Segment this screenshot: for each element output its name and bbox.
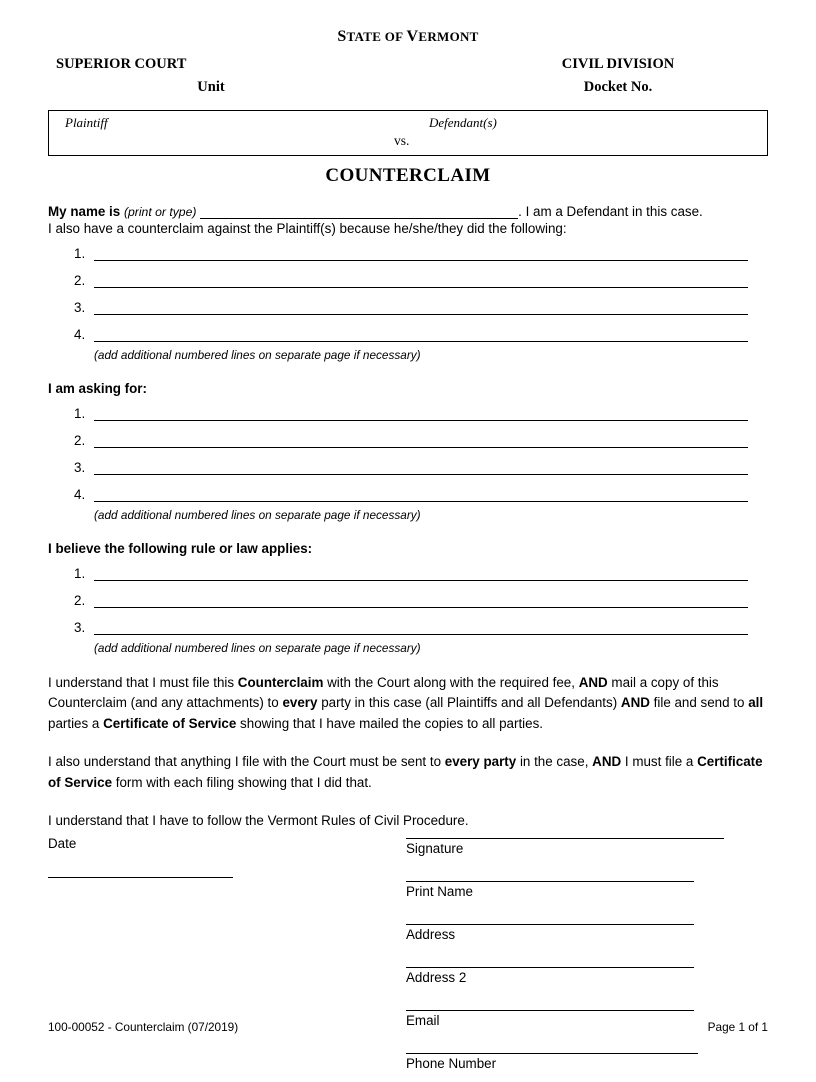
signature-field-group xyxy=(406,824,736,856)
list-item xyxy=(48,429,768,456)
signature-fields xyxy=(406,824,736,1082)
address2-field-group xyxy=(406,953,736,985)
address2-blank[interactable] xyxy=(406,953,694,968)
p1-all-bold: all xyxy=(748,695,764,711)
date-label: Date xyxy=(48,836,77,852)
date-input-blank[interactable] xyxy=(48,861,233,878)
list-item xyxy=(48,323,768,350)
print-name-field-group xyxy=(406,867,736,899)
p2-part: form with each filing showing that I did that. xyxy=(112,774,372,790)
p2-part: in the case, xyxy=(516,754,593,770)
my-name-line xyxy=(48,204,768,219)
counterclaim-list xyxy=(48,242,768,350)
item-number: 3. xyxy=(74,300,86,315)
page-number-label: Page 1 of 1 xyxy=(707,1020,768,1034)
item-number: 2. xyxy=(74,433,86,448)
asking-for-heading: I am asking for: xyxy=(48,381,147,396)
understanding-paragraph-3: I understand that I have to follow the Vermont Rules of Civil Procedure. xyxy=(48,812,469,828)
p1-part: parties a xyxy=(48,715,104,731)
item-number: 2. xyxy=(74,273,86,288)
versus-label: vs. xyxy=(394,133,410,148)
understanding-paragraph-2 xyxy=(48,752,768,793)
civil-division-label: CIVIL DIVISION xyxy=(561,56,675,72)
item-number: 4. xyxy=(74,487,86,502)
rule-or-law-heading: I believe the following rule or law applies: xyxy=(48,541,313,556)
list-item xyxy=(48,483,768,510)
p1-part: showing that I have mailed the copies to all parties. xyxy=(236,715,543,731)
p1-part: mail a copy of this Counterclaim (and any attachments) to xyxy=(48,675,719,711)
unit-label: Unit xyxy=(197,79,225,95)
list-item xyxy=(48,589,768,616)
print-or-type-hint: (print or type) xyxy=(123,205,197,219)
p2-part: I must file a xyxy=(621,754,698,770)
item-number: 1. xyxy=(74,406,86,421)
p1-part: file and send to xyxy=(649,695,749,711)
address-label: Address xyxy=(406,927,456,943)
address2-label: Address 2 xyxy=(406,970,467,986)
page-footer xyxy=(48,1020,768,1034)
print-name-blank[interactable] xyxy=(406,867,694,882)
p1-certificate-bold: Certificate of Service xyxy=(103,715,237,731)
item-blank[interactable] xyxy=(94,287,748,288)
defendant-statement: . I am a Defendant in this case. xyxy=(518,204,703,219)
print-name-label: Print Name xyxy=(406,884,473,900)
item-number: 4. xyxy=(74,327,86,342)
address-field-group xyxy=(406,910,736,942)
counterclaim-intro: I also have a counterclaim against the Plaintiff(s) because he/she/they did the following: xyxy=(48,221,567,236)
item-number: 3. xyxy=(74,460,86,475)
name-input-blank[interactable] xyxy=(200,206,518,219)
p1-part: party in this case (all Plaintiffs and all Defendants) xyxy=(317,695,621,711)
list-item xyxy=(48,402,768,429)
p1-and2-bold: AND xyxy=(620,695,650,711)
list-item xyxy=(48,562,768,589)
p1-and-bold: AND xyxy=(578,675,608,690)
court-header-row xyxy=(48,56,768,96)
asking-for-note: (add additional numbered lines on separate page if necessary) xyxy=(94,508,421,522)
item-number: 1. xyxy=(74,246,86,261)
docket-no-label: Docket No. xyxy=(583,79,653,95)
list-item xyxy=(48,242,768,269)
page-title xyxy=(48,28,768,46)
rule-or-law-note: (add additional numbered lines on separate page if necessary) xyxy=(94,641,421,655)
court-header-left xyxy=(48,56,386,96)
item-blank[interactable] xyxy=(94,634,748,635)
item-blank[interactable] xyxy=(94,580,748,581)
rule-or-law-list xyxy=(48,562,768,643)
list-item xyxy=(48,616,768,643)
p2-part: I also understand that anything I file with the Court must be sent to xyxy=(48,754,445,770)
asking-for-list xyxy=(48,402,768,510)
address-blank[interactable] xyxy=(406,910,694,925)
signature-blank[interactable] xyxy=(406,824,724,839)
item-blank[interactable] xyxy=(94,607,748,608)
item-number: 3. xyxy=(74,620,86,635)
form-id-label: 100-00052 - Counterclaim (07/2019) xyxy=(48,1020,239,1034)
item-blank[interactable] xyxy=(94,474,748,475)
list-item xyxy=(48,269,768,296)
plaintiff-label: Plaintiff xyxy=(65,115,108,130)
email-blank[interactable] xyxy=(406,996,694,1011)
defendant-label: Defendant(s) xyxy=(429,115,497,130)
court-header-right xyxy=(468,56,768,96)
my-name-label: My name is xyxy=(48,204,121,219)
item-blank[interactable] xyxy=(94,314,748,315)
signature-label: Signature xyxy=(406,841,464,857)
item-number: 2. xyxy=(74,593,86,608)
list-item xyxy=(48,456,768,483)
list-item xyxy=(48,296,768,323)
item-blank[interactable] xyxy=(94,260,748,261)
phone-label: Phone Number xyxy=(406,1056,497,1072)
item-blank[interactable] xyxy=(94,501,748,502)
case-caption-box xyxy=(48,110,768,156)
counterclaim-note: (add additional numbered lines on separate page if necessary) xyxy=(94,348,421,362)
p1-part: with the Court along with the required fee, xyxy=(323,675,579,690)
superior-court-label: SUPERIOR COURT xyxy=(56,56,187,72)
phone-field-group xyxy=(406,1039,736,1071)
p2-every-party-bold: every party xyxy=(444,754,517,770)
p2-certificate-bold: Certificate of Service xyxy=(48,754,763,790)
p1-part: I understand that I must file this xyxy=(48,675,238,690)
p1-every-bold: every xyxy=(282,695,318,711)
form-title: COUNTERCLAIM xyxy=(325,165,491,186)
p2-and-bold: AND xyxy=(592,754,622,770)
understanding-paragraph-1 xyxy=(48,673,768,734)
item-blank[interactable] xyxy=(94,447,748,448)
state-title-text: STATE OF VERMONT xyxy=(337,28,479,45)
item-blank[interactable] xyxy=(94,341,748,342)
email-label: Email xyxy=(406,1013,440,1029)
p1-counterclaim-bold: Counterclaim xyxy=(237,675,324,690)
item-blank[interactable] xyxy=(94,420,748,421)
item-number: 1. xyxy=(74,566,86,581)
phone-blank[interactable] xyxy=(406,1039,698,1054)
